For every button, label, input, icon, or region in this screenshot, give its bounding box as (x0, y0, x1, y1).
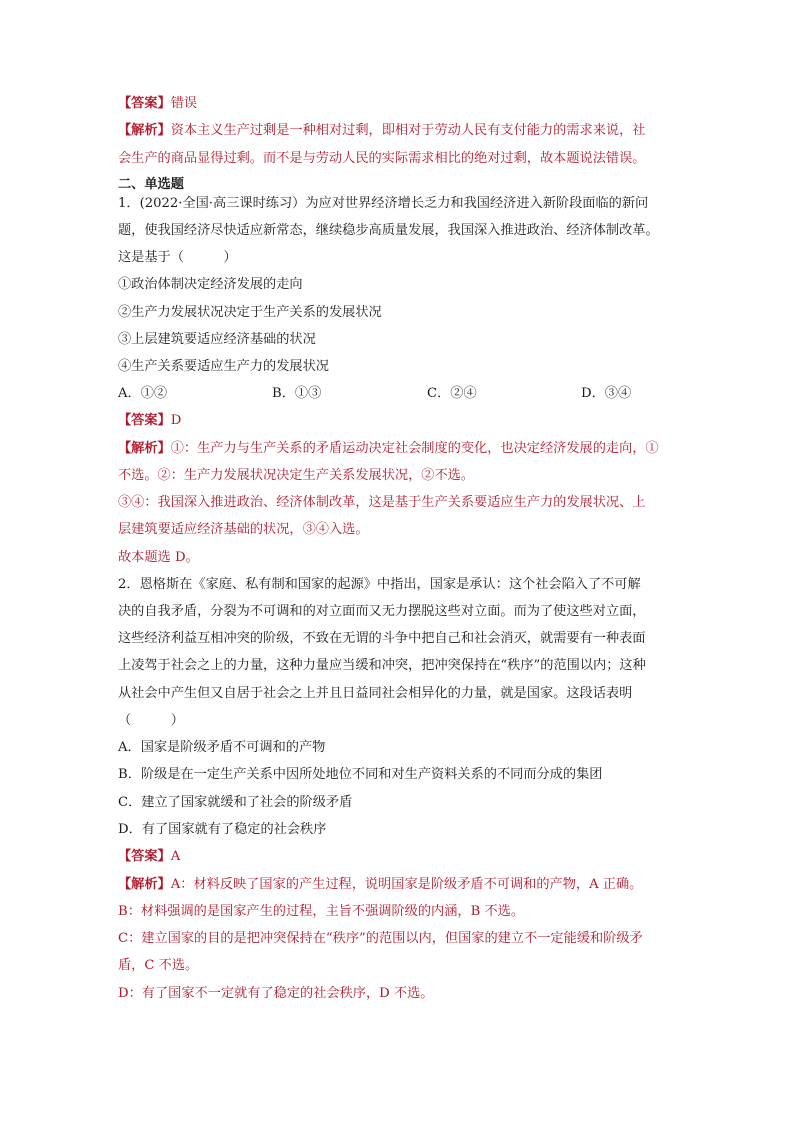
answer-label: 【答案】 (118, 413, 171, 428)
q2-option-b: B．阶级是在一定生产关系中因所处地位不同和对生产资料关系的不同而分成的集团 (118, 767, 603, 782)
s1-answer-line (118, 95, 688, 113)
q2-stem-line: 上凌驾于社会之上的力量，这种力量应当缓和冲突，把冲突保持在“秩序”的范围以内；这种 (118, 658, 646, 673)
q2-analysis-line (118, 876, 688, 894)
q1-statement: ①政治体制决定经济发展的走向 (118, 277, 303, 292)
q2-option-d: D．有了国家就有了稳定的社会秩序 (118, 822, 327, 837)
q1-analysis-line (118, 440, 688, 458)
q1-option-d: D．③④ (581, 386, 632, 401)
q2-analysis-line: C：建立国家的目的是把冲突保持在“秩序”的范围以内，但国家的建立不一定能缓和阶级矛 (118, 931, 643, 946)
q1-stem-line: 这是基于（ ） (118, 250, 237, 265)
q1-analysis-line: 层建筑要适应经济基础的状况，③④入选。 (118, 522, 369, 537)
answer-value: A (170, 849, 181, 864)
q2-stem-line: （ ） (118, 713, 184, 728)
analysis-label: 【解析】 (118, 441, 171, 456)
analysis-label: 【解析】 (118, 877, 171, 892)
q1-analysis-line: ③④：我国深入推进政治、经济体制改革，这是基于生产关系要适应生产力的发展状况、上 (118, 495, 646, 510)
q2-analysis-line: D：有了国家不一定就有了稳定的社会秩序，D 不选。 (118, 986, 434, 1001)
q1-statement: ③上层建筑要适应经济基础的状况 (118, 332, 316, 347)
analysis-text: 资本主义生产过剩是一种相对过剩，即相对于劳动人民有支付能力的需求来说，社 (170, 123, 646, 138)
q2-analysis-line: B：材料强调的是国家产生的过程，主旨不强调阶级的内涵，B 不选。 (118, 904, 525, 919)
answer-value: D (170, 413, 182, 428)
analysis-label: 【解析】 (118, 123, 171, 138)
analysis-text: A：材料反映了国家的产生过程，说明国家是阶级矛盾不可调和的产物，A 正确。 (170, 877, 643, 892)
s1-analysis-line (118, 122, 688, 140)
q1-analysis-line: 不选。②：生产力发展状况决定生产关系发展状况，②不选。 (118, 468, 475, 483)
q1-statement: ④生产关系要适应生产力的发展状况 (118, 359, 329, 374)
q2-analysis-line: 盾，C 不选。 (118, 958, 199, 973)
q1-stem-line: 1．(2022·全国·高三课时练习）为应对世界经济增长乏力和我国经济进入新阶段面临的新问 (118, 196, 649, 211)
q1-stem-line: 题，使我国经济尽快适应新常态，继续稳步高质量发展，我国深入推进政治、经济体制改革。 (118, 223, 659, 238)
analysis-text: 会生产的商品显得过剩。而不是与劳动人民的实际需求相比的绝对过剩，故本题说法错误。 (118, 151, 646, 166)
q2-option-a: A．国家是阶级矛盾不可调和的产物 (118, 740, 326, 755)
q1-option-b: B．①③ (272, 386, 322, 401)
q1-option-a: A．①② (118, 386, 168, 401)
q2-answer-line (118, 848, 688, 866)
q1-answer-line (118, 412, 688, 430)
q1-statement: ②生产力发展状况决定于生产关系的发展状况 (118, 305, 382, 320)
q2-option-c: C．建立了国家就缓和了社会的阶级矛盾 (118, 795, 353, 810)
q2-stem-line: 从社会中产生但又自居于社会之上并且日益同社会相异化的力量，就是国家。这段话表明 (118, 686, 633, 701)
answer-value: 错误 (170, 96, 198, 111)
analysis-text: ①：生产力与生产关系的矛盾运动决定社会制度的变化，也决定经济发展的走向，① (170, 441, 659, 456)
q2-stem-line: 2．恩格斯在《家庭、私有制和国家的起源》中指出，国家是承认：这个社会陷入了不可解 (118, 577, 641, 592)
answer-label: 【答案】 (118, 96, 171, 111)
q2-stem-line: 这些经济利益互相冲突的阶级，不致在无谓的斗争中把自己和社会消灭，就需要有一种表面 (118, 631, 646, 646)
answer-label: 【答案】 (118, 849, 171, 864)
q1-option-c: C．②④ (427, 386, 477, 401)
q2-stem-line: 决的自我矛盾，分裂为不可调和的对立面而又无力摆脱这些对立面。而为了使这些对立面， (118, 604, 646, 619)
section-heading: 二、单选题 (118, 177, 184, 192)
q1-analysis-line: 故本题选 D。 (118, 550, 199, 565)
s1-analysis-line (118, 150, 688, 168)
